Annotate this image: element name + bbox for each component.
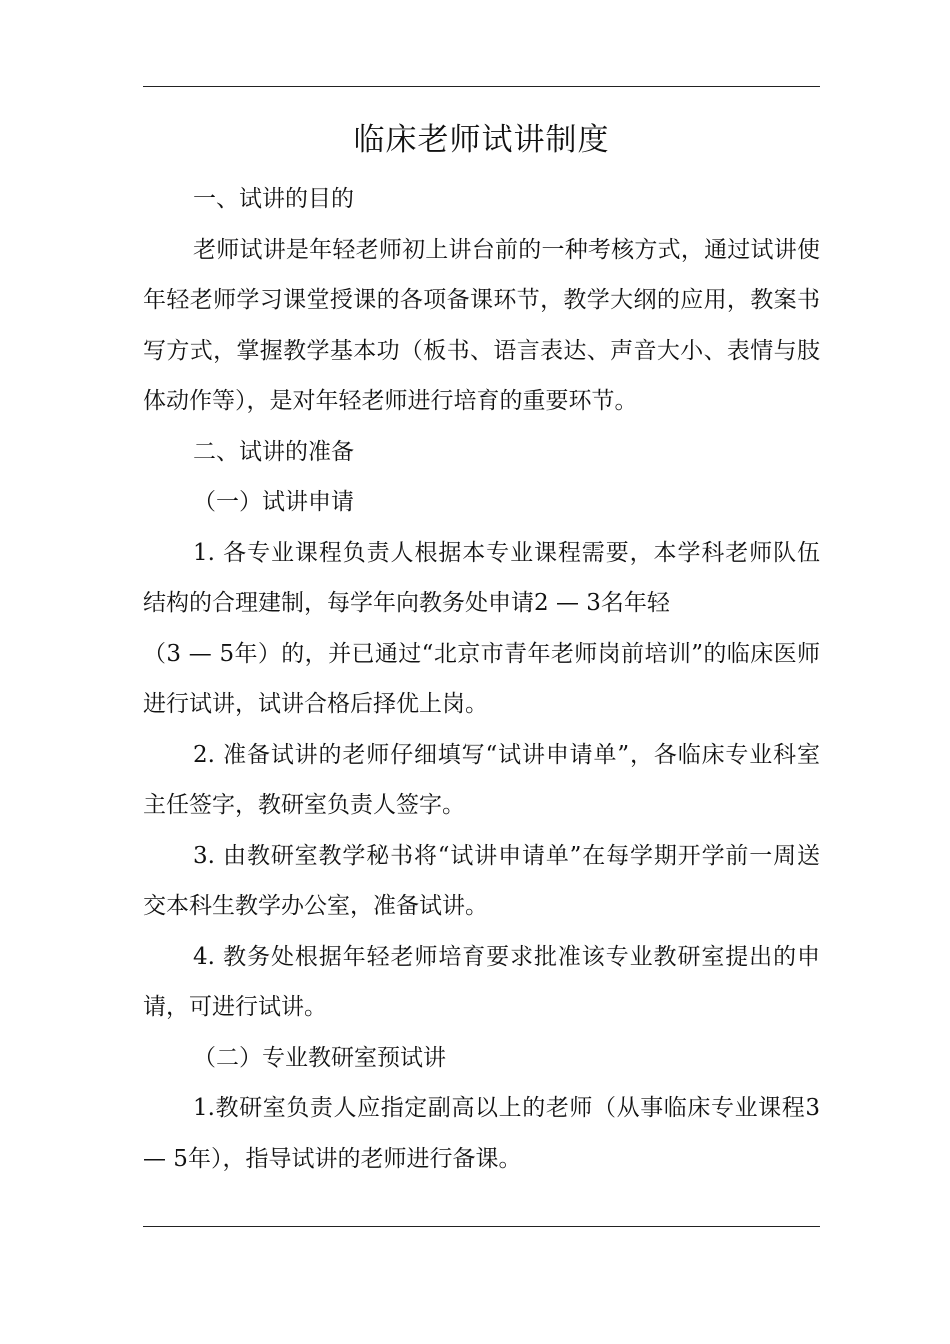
section-heading-preparation: 二、试讲的准备 xyxy=(193,438,354,465)
document-body xyxy=(143,112,820,1184)
header-rule xyxy=(143,86,820,87)
document-title: 临床老师试讲制度 xyxy=(353,122,610,158)
paragraph-item-3: 3. 由教研室教学秘书将“试讲申请单”在每学期开学前一周送交本科生教学办公室，准备试讲。 xyxy=(143,842,820,919)
paragraph-purpose: 老师试讲是年轻老师初上讲台前的一种考核方式，通过试讲使年轻老师学习课堂授课的各项备课环节，教学大纲的应用，教案书写方式，掌握教学基本功（板书、语言表达、声音大小、表情与肢体动作等），是对年轻老师进行培育的重要环节。 xyxy=(143,236,820,414)
paragraph-pretrial-item-1: 1.教研室负责人应指定副高以上的老师（从事临床专业课程3 — 5年），指导试讲的老师进行备课。 xyxy=(143,1095,820,1172)
section-heading-purpose: 一、试讲的目的 xyxy=(193,186,354,212)
paragraph-item-4: 4. 教务处根据年轻老师培育要求批准该专业教研室提出的申请，可进行试讲。 xyxy=(143,943,820,1020)
subsection-heading-application: （一）试讲申请 xyxy=(193,489,354,515)
subsection-heading-pretrial: （二）专业教研室预试讲 xyxy=(193,1044,446,1071)
paragraph-item-1-continuation: （3 — 5年）的，并已通过“北京市青年老师岗前培训”的临床医师进行试讲，试讲合格后择优上岗。 xyxy=(143,640,820,717)
paragraph-item-2: 2. 准备试讲的老师仔细填写“试讲申请单”，各临床专业科室主任签字，教研室负责人签字。 xyxy=(143,741,820,818)
footer-rule xyxy=(143,1226,820,1227)
paragraph-item-1: 1. 各专业课程负责人根据本专业课程需要，本学科老师队伍结构的合理建制，每学年向教务处申请2 — 3名年轻 xyxy=(143,539,820,616)
